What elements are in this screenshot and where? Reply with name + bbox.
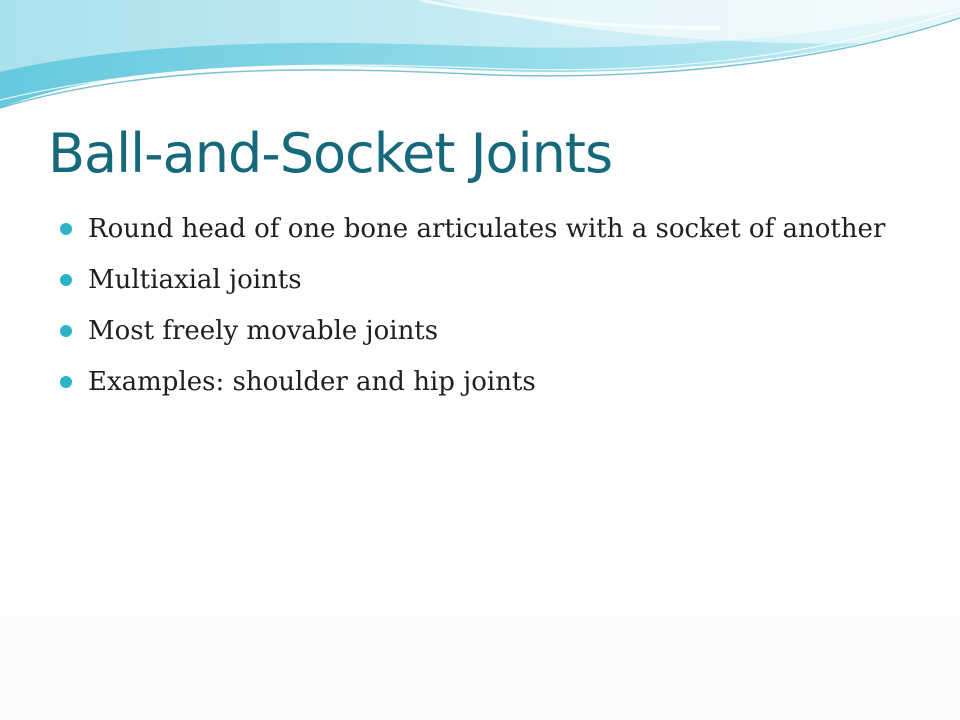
bullet-text: Multiaxial joints xyxy=(88,265,302,295)
bullet-dot-icon xyxy=(60,325,72,337)
bullet-text: Most freely movable joints xyxy=(88,316,439,346)
bullet-item xyxy=(60,312,900,350)
bullet-dot-icon xyxy=(60,223,72,235)
bullet-item xyxy=(60,261,900,299)
bullet-dot-icon xyxy=(60,274,72,286)
bullet-list xyxy=(60,210,900,414)
bullet-item xyxy=(60,210,900,248)
bullet-text: Round head of one bone articulates with a socket of another xyxy=(88,214,886,244)
header-wave-decoration xyxy=(0,0,960,120)
bullet-item xyxy=(60,363,900,401)
bullet-dot-icon xyxy=(60,376,72,388)
bullet-text: Examples: shoulder and hip joints xyxy=(88,367,536,397)
slide-title: Ball-and-Socket Joints xyxy=(48,122,613,185)
